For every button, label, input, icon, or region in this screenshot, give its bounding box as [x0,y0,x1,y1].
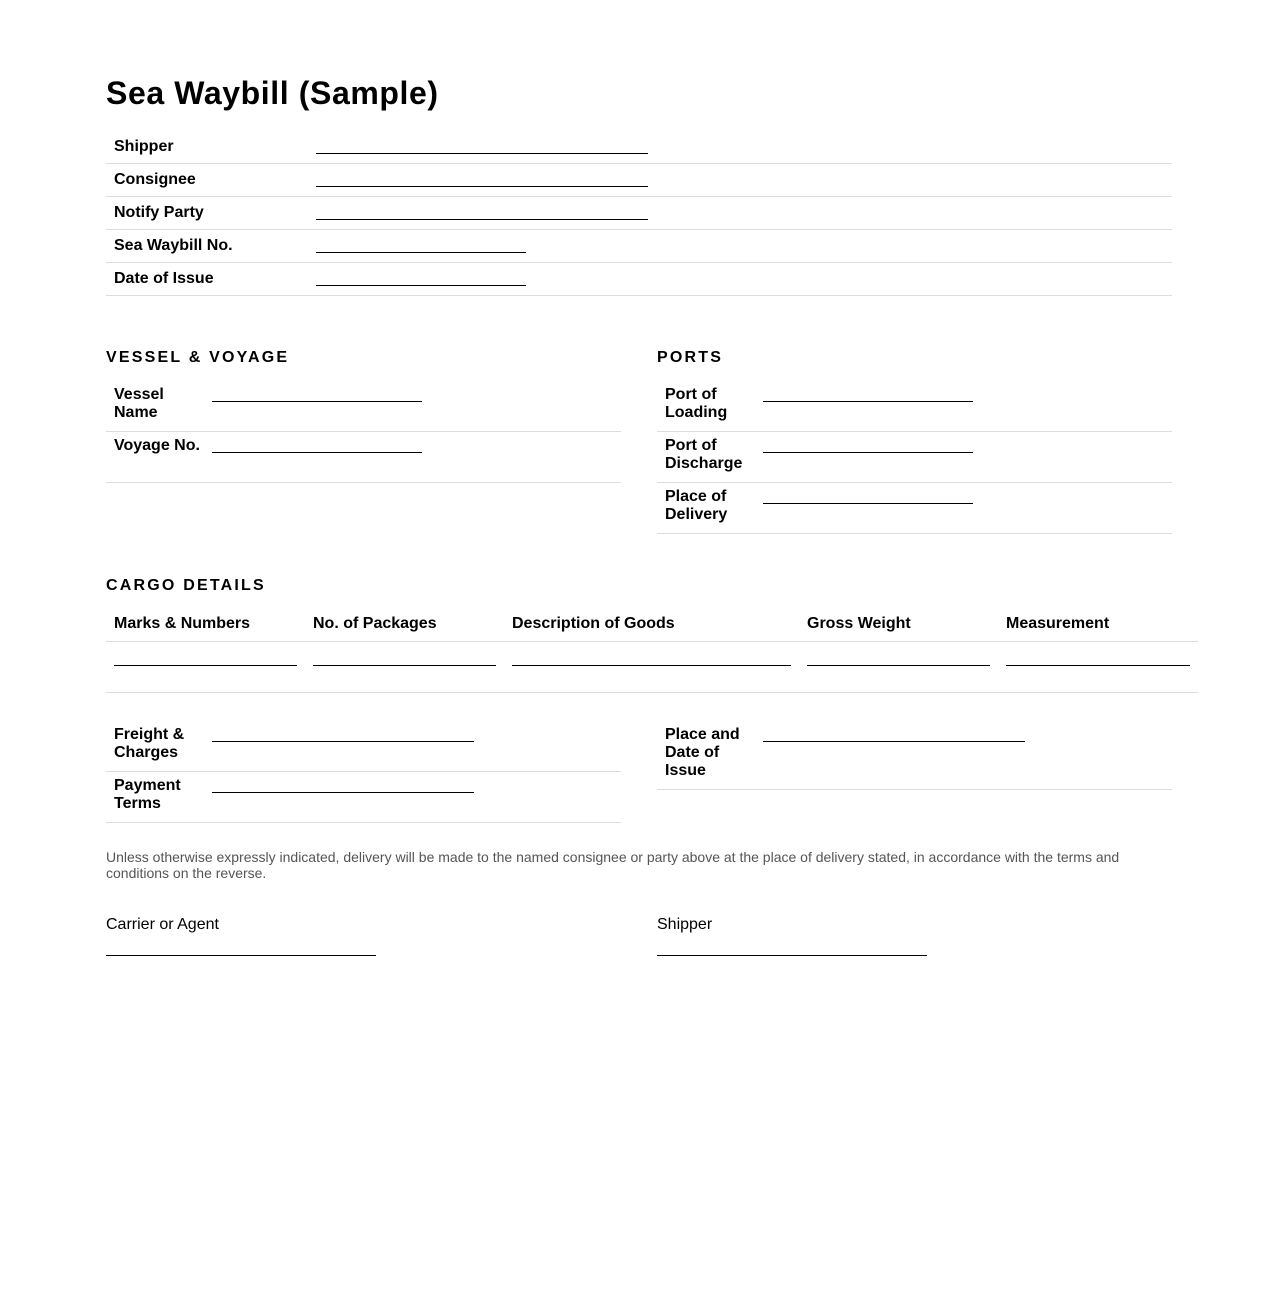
port-of-discharge-input-line[interactable] [763,452,973,453]
field-row-voyage-no [106,432,621,483]
notify-party-input-line[interactable] [316,219,648,220]
field-row-place-of-delivery [657,483,1172,534]
vessel-voyage-section [106,381,621,483]
ports-heading: PORTS [657,349,724,366]
description-of-goods-input-line[interactable] [512,665,791,666]
cargo-table-header [106,605,1198,642]
port-of-loading-input-line[interactable] [763,401,973,402]
vessel-voyage-heading: VESSEL & VOYAGE [106,349,290,366]
place-date-of-issue-input-line[interactable] [763,741,1025,742]
column-header [998,605,1198,641]
cargo-details-heading: CARGO DETAILS [106,577,266,594]
signature-carrier-or-agent [106,916,406,934]
field-row-place-date-of-issue [657,721,1172,790]
signature-label: Carrier or Agent [106,916,219,933]
voyage-no-input-line[interactable] [212,452,422,453]
column-header [504,605,800,641]
terms-note: Unless otherwise expressly indicated, delivery will be made to the named consignee or party above at the place of delivery stated, in accordance with the terms and conditions on the reverse. [106,849,1120,881]
place-of-delivery-input-line[interactable] [763,503,973,504]
consignee-input-line[interactable] [316,186,648,187]
table-cell [799,642,998,692]
field-label: Shipper [114,138,174,155]
field-row-payment-terms [106,772,621,823]
table-cell [504,642,800,692]
marks-numbers-input-line[interactable] [114,665,297,666]
field-label: Sea Waybill No. [114,237,233,254]
column-header [305,605,504,641]
issue-section [657,721,1172,790]
field-label: Payment Terms [114,777,181,812]
column-header-label: No. of Packages [313,615,437,632]
party-fields-table [106,131,1172,296]
no-of-packages-input-line[interactable] [313,665,496,666]
charges-section [106,721,621,823]
document-title: Sea Waybill (Sample) [106,75,439,111]
field-label: Place and Date of Issue [665,726,740,779]
field-label: Consignee [114,171,196,188]
date-of-issue-input-line[interactable] [316,285,526,286]
table-cell [998,642,1198,692]
field-row-notify-party [106,197,1172,230]
column-header-label: Measurement [1006,615,1110,632]
field-row-date-of-issue [106,263,1172,296]
field-row-port-of-loading [657,381,1172,432]
signature-label: Shipper [657,916,713,933]
field-label: Port of Loading [665,386,728,421]
ports-section [657,381,1172,534]
vessel-name-input-line[interactable] [212,401,422,402]
field-label: Freight & Charges [114,726,185,761]
field-label: Date of Issue [114,270,214,287]
column-header-label: Marks & Numbers [114,615,251,632]
table-cell [305,642,504,692]
shipper-input-line[interactable] [316,153,648,154]
table-row [106,642,1198,693]
field-label: Place of Delivery [665,488,728,523]
field-row-waybill-no [106,230,1172,263]
freight-charges-input-line[interactable] [212,741,474,742]
field-label: Port of Discharge [665,437,743,472]
waybill-no-input-line[interactable] [316,252,526,253]
field-label: Vessel Name [114,386,164,421]
field-row-port-of-discharge [657,432,1172,483]
cargo-table [106,605,1198,693]
payment-terms-input-line[interactable] [212,792,474,793]
shipper-signature-line[interactable] [657,955,927,956]
column-header-label: Description of Goods [512,615,675,632]
field-label: Notify Party [114,204,204,221]
gross-weight-input-line[interactable] [807,665,990,666]
table-cell [106,642,305,692]
column-header [799,605,998,641]
carrier-signature-line[interactable] [106,955,376,956]
field-row-consignee [106,164,1172,197]
field-row-shipper [106,131,1172,164]
field-row-vessel-name [106,381,621,432]
field-label: Voyage No. [114,437,200,454]
field-row-freight-charges [106,721,621,772]
column-header-label: Gross Weight [807,615,911,632]
signature-shipper [657,916,957,934]
measurement-input-line[interactable] [1006,665,1190,666]
column-header [106,605,305,641]
